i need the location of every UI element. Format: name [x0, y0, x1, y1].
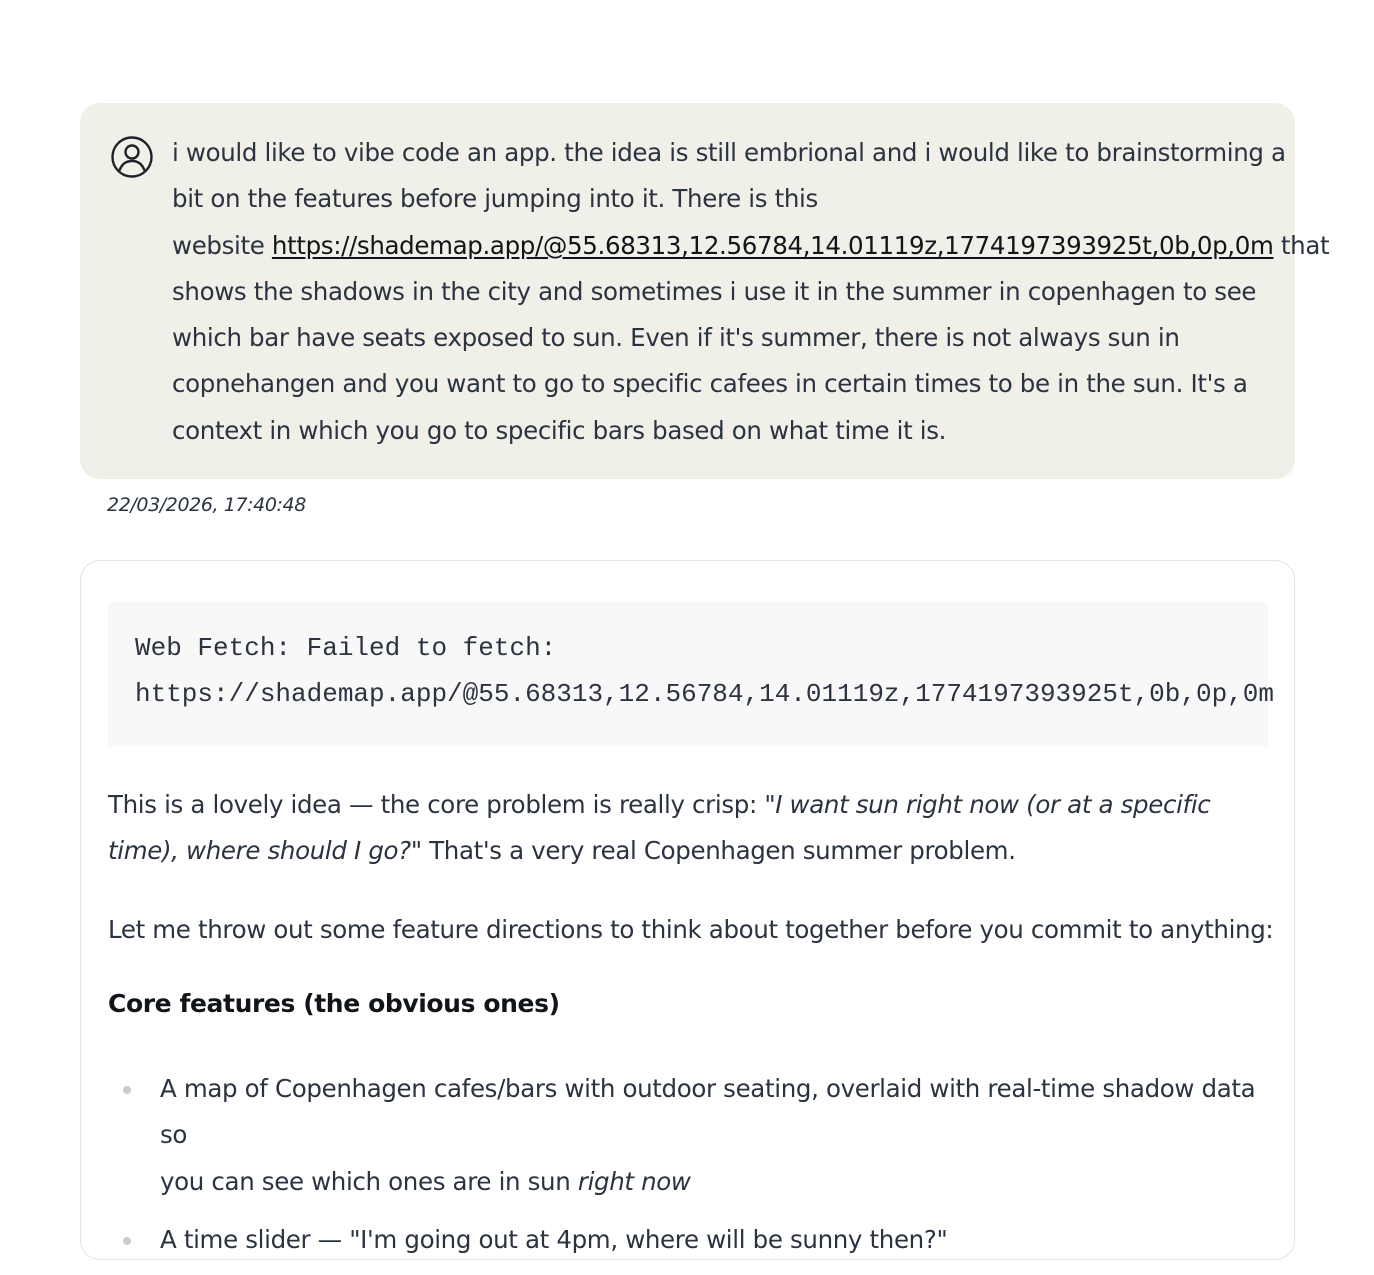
user-text-line: shows the shadows in the city and sometimes i use it in the summer in copenhagen to see [172, 276, 1257, 306]
user-message-text [172, 130, 1330, 454]
list-item [108, 1066, 1278, 1205]
list-item-line: A map of Copenhagen cafes/bars with outdoor seating, overlaid with real-time shadow data so [160, 1074, 1256, 1150]
paragraph-segment: That's a very real Copenhagen summer problem. [421, 836, 1016, 866]
paragraph-quote: time), where should I go?" [108, 836, 422, 866]
list-item-emphasis: right now [577, 1166, 691, 1196]
list-item [108, 1217, 1278, 1263]
user-text-segment: website [172, 230, 272, 260]
user-text-line: context in which you go to specific bars based on what time it is. [172, 415, 947, 445]
assistant-message-card [80, 560, 1295, 1260]
user-avatar-icon [110, 135, 154, 179]
user-message-bubble [80, 103, 1330, 479]
user-text-segment: that [1273, 230, 1330, 260]
assistant-paragraph-intro [108, 782, 1278, 875]
message-timestamp: 22/03/2026, 17:40:48 [107, 494, 306, 516]
user-text-line [172, 223, 1330, 269]
code-line: https://shademap.app/@55.68313,12.56784,14.01119z,1774197393925t,0b,0p,0m [135, 679, 1274, 709]
list-item-line [160, 1159, 1278, 1205]
tool-output-code-block[interactable] [108, 602, 1274, 746]
feature-list [108, 1066, 1278, 1275]
user-text-line: bit on the features before jumping into it. There is this [172, 184, 818, 214]
paragraph-quote: "I want sun right now (or at a specific [764, 790, 1211, 819]
user-text-line: copnehangen and you want to go to specific cafees in certain times to be in the sun. It's a [172, 369, 1248, 399]
paragraph-segment: This is a lovely idea — the core problem is really crisp: [108, 790, 765, 819]
paragraph-line [108, 828, 1278, 874]
code-line: Web Fetch: Failed to fetch: [135, 633, 557, 663]
list-item-line: A time slider — "I'm going out at 4pm, where will be sunny then?" [160, 1224, 948, 1254]
assistant-paragraph-directions: Let me throw out some feature directions to think about together before you commit to anything: [108, 915, 1274, 944]
bullet-icon [123, 1086, 131, 1094]
user-text-line: i would like to vibe code an app. the idea is still embrional and i would like to brainstorming a [172, 138, 1286, 167]
shademap-link[interactable]: https://shademap.app/@55.68313,12.56784,14.01119z,1774197393925t,0b,0p,0m [271, 230, 1274, 260]
user-text-line: which bar have seats exposed to sun. Even if it's summer, there is not always sun in [172, 323, 1180, 353]
paragraph-line [108, 782, 1278, 828]
section-heading: Core features (the obvious ones) [108, 989, 560, 1018]
bullet-icon [123, 1237, 131, 1245]
list-item-segment: you can see which ones are in sun [160, 1166, 578, 1196]
